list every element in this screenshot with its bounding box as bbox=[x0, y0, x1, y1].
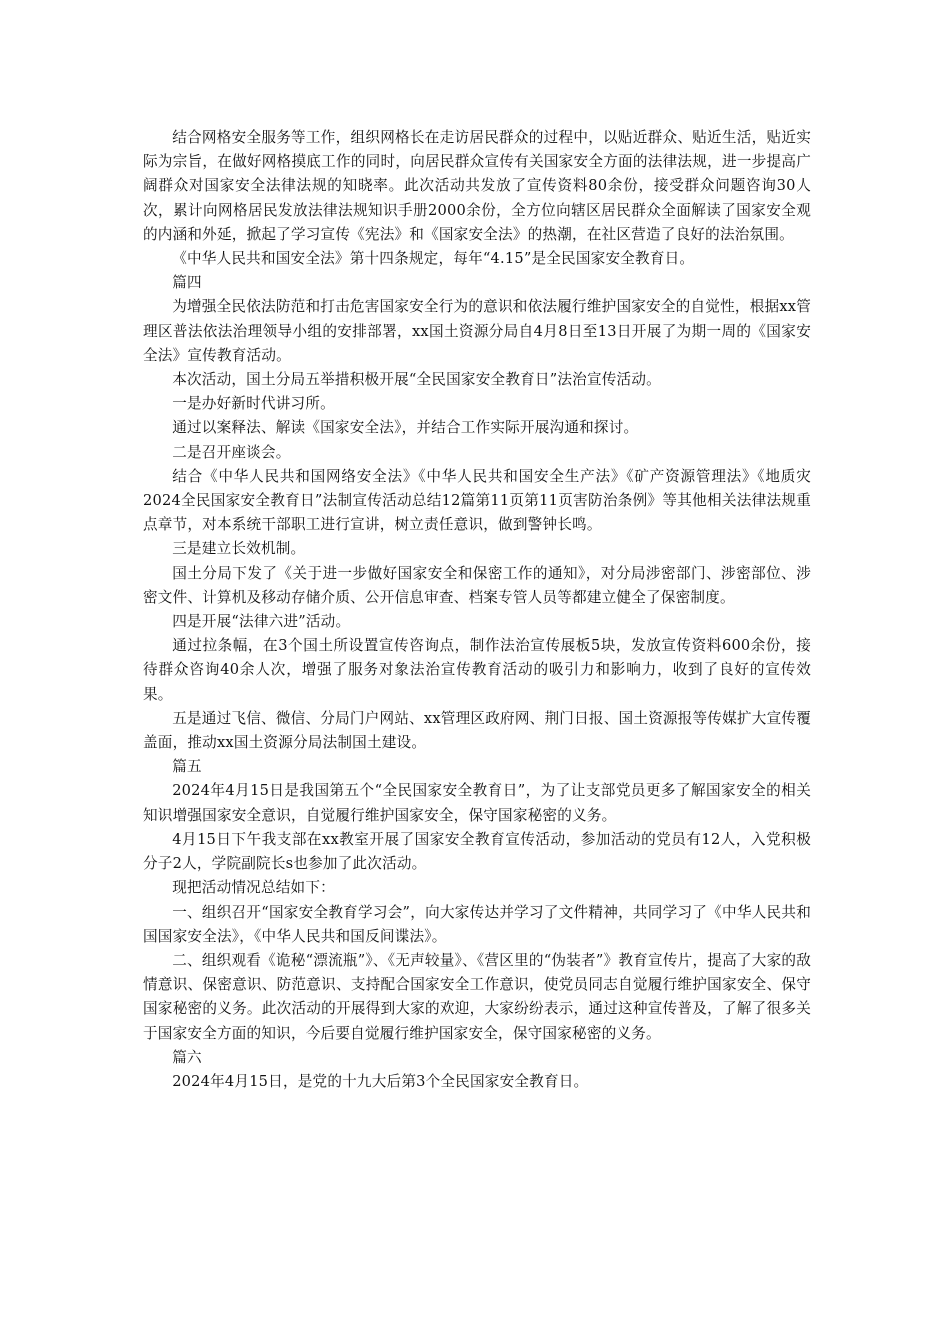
paragraph-14: 2024年4月15日是我国第五个“全民国家安全教育日”，为了让支部党员更多了解国家安全的相关知识增强国家安全意识，自觉履行维护国家安全，保守国家秘密的义务。 bbox=[143, 782, 811, 824]
section-heading-4: 篇四 bbox=[172, 274, 202, 292]
paragraph-16: 现把活动情况总结如下： bbox=[172, 879, 335, 897]
paragraph-3: 为增强全民依法防范和打击危害国家安全行为的意识和依法履行维护国家安全的自觉性，根据xx管理区普法依法治理领导小组的安排部署，xx国土资源分局自4月8日至13日开展了为期一周的《国家安全法》宣传教育活动。 bbox=[143, 298, 811, 364]
paragraph-5: 一是办好新时代讲习所。 bbox=[172, 395, 335, 413]
section-heading-5: 篇五 bbox=[172, 758, 202, 776]
paragraph-9: 三是建立长效机制。 bbox=[172, 540, 306, 558]
paragraph-19: 2024年4月15日，是党的十九大后第3个全民国家安全教育日。 bbox=[172, 1072, 589, 1090]
paragraph-6: 通过以案释法、解读《国家安全法》，并结合工作实际开展沟通和探讨。 bbox=[172, 419, 639, 437]
paragraph-13: 五是通过飞信、微信、分局门户网站、xx管理区政府网、荆门日报、国土资源报等传媒扩大宣传覆盖面，推动xx国土资源分局法制国土建设。 bbox=[143, 709, 811, 752]
paragraph-12: 通过拉条幅，在3个国土所设置宣传咨询点，制作法治宣传展板5块，发放宣传资料600余份，接待群众咨询40余人次，增强了服务对象法治宣传教育活动的吸引力和影响力，收到了良好的宣传效果。 bbox=[143, 637, 811, 703]
paragraph-11: 四是开展“法律六进”活动。 bbox=[172, 613, 351, 631]
paragraph-1: 结合网格安全服务等工作，组织网格长在走访居民群众的过程中，以贴近群众、贴近生活，贴近实际为宗旨，在做好网格摸底工作的同时，向居民群众宣传有关国家安全方面的法律法规，进一步提高广阔群众对国家安全法律法规的知晓率。此次活动共发放了宣传资料80余份，接受群众问题咨询30人次，累计向网格居民发放法律法规知识手册2000余份，全方位向辖区居民群众全面解读了国家安全观的内涵和外延，掀起了学习宣传《宪法》和《国家安全法》的热潮，在社区营造了良好的法治氛围。 bbox=[143, 129, 811, 243]
paragraph-4: 本次活动，国土分局五举措积极开展“全民国家安全教育日”法治宣传活动。 bbox=[172, 371, 661, 389]
paragraph-2: 《中华人民共和国安全法》第十四条规定，每年“4.15”是全民国家安全教育日。 bbox=[172, 250, 695, 268]
paragraph-18: 二、组织观看《诡秘“漂流瓶”》、《无声较量》、《营区里的“伪装者”》教育宣传片，提高了大家的敌情意识、保密意识、防范意识、支持配合国家安全工作意识，使党员同志自觉履行维护国家安全、保守国家秘密的义务。此次活动的开展得到大家的欢迎，大家纷纷表示，通过这种宣传普及，了解了很多关于国家安全方面的知识，今后要自觉履行维护国家安全，保守国家秘密的义务。 bbox=[143, 951, 811, 1042]
section-heading-6: 篇六 bbox=[172, 1048, 202, 1066]
paragraph-10: 国土分局下发了《关于进一步做好国家安全和保密工作的通知》，对分局涉密部门、涉密部位、涉密文件、计算机及移动存储介质、公开信息审查、档案专管人员等都建立健全了保密制度。 bbox=[143, 564, 811, 606]
paragraph-8: 结合《中华人民共和国网络安全法》《中华人民共和国安全生产法》《矿产资源管理法》《地质灾2024全民国家安全教育日”法制宣传活动总结12篇第11页第11页害防治条例》等其他相关法律法规重点章节，对本系统干部职工进行宣讲，树立责任意识，做到警钟长鸣。 bbox=[143, 467, 811, 534]
paragraph-7: 二是召开座谈会。 bbox=[172, 443, 291, 461]
paragraph-17: 一、组织召开“国家安全教育学习会”，向大家传达并学习了文件精神，共同学习了《中华人民共和国国家安全法》，《中华人民共和国反间谍法》。 bbox=[143, 903, 811, 945]
paragraph-15: 4月15日下午我支部在xx教室开展了国家安全教育宣传活动，参加活动的党员有12人，入党积极分子2人，学院副院长s也参加了此次活动。 bbox=[143, 830, 811, 873]
document-body bbox=[143, 126, 811, 1094]
